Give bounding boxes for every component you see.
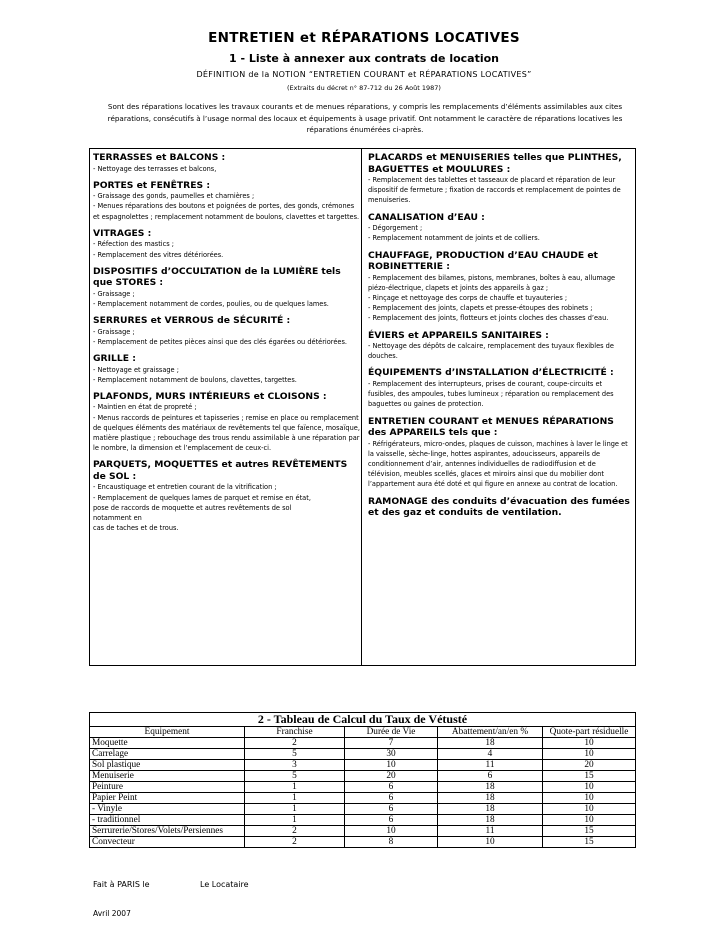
cell-quote-part: 10 [543,793,636,804]
section-body: - Maintien en état de propreté ; - Menus raccords de peintures et tapisseries ; remise en place ou remplacement de quelques éléments des matériaux de revêtements tel que faïence, mosaïque, matière plastique ; rebouchage des trous rendu assimilable à une réparation par le nombre, la dimension et l’emplacement de ceux-ci. [93,403,360,453]
cell-duree: 10 [345,760,438,771]
right-column [368,152,630,525]
header-equipement: Equipement [90,727,245,738]
vetuste-table [89,712,636,848]
cell-abattement: 18 [438,815,543,826]
left-column [93,152,361,539]
cell-abattement: 18 [438,804,543,815]
cell-abattement: 11 [438,760,543,771]
section-chauffage [368,250,630,324]
cell-franchise: 2 [245,837,345,848]
section-portes [93,180,361,222]
cell-abattement: 10 [438,837,543,848]
cell-abattement: 18 [438,782,543,793]
table-row [90,837,636,848]
section-plafonds [93,391,361,454]
decree-reference: (Extraits du décret n° 87-712 du 26 Août 1987) [287,84,441,92]
cell-quote-part: 10 [543,749,636,760]
section-body: - Réfrigérateurs, micro-ondes, plaques de cuisson, machines à laver le linge et la vaisselle, sèche-linge, hottes aspirantes, adoucisseurs, appareils de conditionnement d’air, antennes individuelles de radiodiffusion et de télévision, meubles scellés, glaces et miroirs ainsi que du mobilier dont l’appartement aura été doté et qui figure en annexe au contrat de location. [368,439,628,489]
section-occultation [93,266,361,309]
section-heading: DISPOSITIFS d’OCCULTATION de la LUMIÈRE tels que STORES : [93,265,341,289]
table-row [90,738,636,749]
table-row [90,782,636,793]
page-subtitle: 1 - Liste à annexer aux contrats de location [228,52,500,65]
cell-quote-part: 15 [543,826,636,837]
header-duree: Durée de Vie [345,727,438,738]
cell-duree: 6 [345,782,438,793]
cell-equipement: Peinture [90,782,245,793]
cell-franchise: 3 [245,760,345,771]
header-abattement: Abattement/an/en % [438,727,543,738]
cell-franchise: 1 [245,793,345,804]
page-title: ENTRETIEN et RÉPARATIONS LOCATIVES [208,30,520,46]
table-header-row [90,727,636,738]
table-row [90,815,636,826]
cell-duree: 7 [345,738,438,749]
section-canalisation [368,212,630,244]
cell-duree: 8 [345,837,438,848]
table-row [90,793,636,804]
section-electricite [368,367,630,409]
section-heading: GRILLE : [93,353,136,365]
cell-duree: 6 [345,815,438,826]
section-body: - Remplacement des bilames, pistons, membranes, boîtes à eau, allumage piézo-électrique, clapets et joints des appareils à gaz ; - Rinçage et nettoyage des corps de chauffe et tuyauteries ; - Remplacement des joints, clapets et presse-étoupes des robinets ; - Remplacement des joints, flotteurs et joints cloches des chasses d’eau. [368,273,616,323]
cell-equipement: Serrurerie/Stores/Volets/Persiennes [90,826,245,837]
cell-franchise: 1 [245,782,345,793]
header-franchise: Franchise [245,727,345,738]
cell-duree: 30 [345,749,438,760]
cell-franchise: 2 [245,738,345,749]
cell-duree: 6 [345,804,438,815]
section-heading: PARQUETS, MOQUETTES et autres REVÊTEMENTS de SOL : [93,459,348,482]
section-heading: ENTRETIEN COURANT et MENUES RÉPARATIONS des APPAREILS tels que : [368,415,614,439]
document-date: Avril 2007 [93,909,131,918]
section-heading: PLAFONDS, MURS INTÉRIEURS et CLOISONS : [93,390,327,402]
column-divider [361,148,362,666]
section-heading: VITRAGES : [93,227,152,239]
table-row [90,760,636,771]
signature-tenant: Le Locataire [200,880,249,889]
section-heading: CHAUFFAGE, PRODUCTION d’EAU CHAUDE et ROBINETTERIE : [368,249,598,273]
cell-quote-part: 10 [543,804,636,815]
section-body: - Encaustiquage et entretien courant de la vitrification ; - Remplacement de quelques lames de parquet et remise en état, pose de raccords de moquette et autres revêtements de sol notamment en cas de taches et de trous. [93,483,311,533]
cell-quote-part: 20 [543,760,636,771]
cell-equipement: Moquette [90,738,245,749]
section-heading: TERRASSES et BALCONS : [93,152,226,163]
section-body: - Réfection des mastics ; - Remplacement des vitres détériorées. [93,240,224,259]
intro-paragraph: Sont des réparations locatives les travaux courants et de menues réparations, y compris les remplacements d’éléments assimilables aux cites réparations, consécutifs à l’usage normal des locaux et équipements à usage privatif. Ont notamment le caractère de réparations locatives les réparations énumérées ci-après. [107,102,623,134]
signature-place: Fait à PARIS le [93,880,150,889]
cell-equipement: - traditionnel [90,815,245,826]
section-body: - Nettoyage des dépôts de calcaire, remplacement des tuyaux flexibles de douches. [368,342,614,361]
section-placards [368,152,630,206]
cell-franchise: 2 [245,826,345,837]
cell-franchise: 5 [245,771,345,782]
cell-abattement: 6 [438,771,543,782]
section-serrures [93,315,361,347]
section-body: - Nettoyage et graissage ; - Remplacement notamment de boulons, clavettes, targettes. [93,365,297,384]
section-body: - Graissage des gonds, paumelles et charnières ; - Menues réparations des boutons et poignées de portes, des gonds, crémones et espagnolettes ; remplacement notamment de boulons, clavettes et targettes. [93,192,360,221]
cell-franchise: 5 [245,749,345,760]
cell-franchise: 1 [245,815,345,826]
table-row [90,749,636,760]
cell-duree: 10 [345,826,438,837]
cell-equipement: - Vinyle [90,804,245,815]
table-row [90,804,636,815]
section-heading: PLACARDS et MENUISERIES telles que PLINTHES, BAGUETTES et MOULURES : [368,152,622,175]
section-heading: PORTES et FENÊTRES : [93,179,211,191]
section-heading: SERRURES et VERROUS de SÉCURITÉ : [93,315,291,327]
section-parquets [93,459,361,533]
cell-duree: 20 [345,771,438,782]
table-row [90,771,636,782]
section-body: - Graissage ; - Remplacement de petites pièces ainsi que des clés égarées ou détériorées. [93,327,348,346]
section-heading: ÉVIERS et APPAREILS SANITAIRES : [368,329,549,341]
section-terrasses [93,152,361,174]
header-quote-part: Quote-part résiduelle [543,727,636,738]
cell-abattement: 18 [438,738,543,749]
section-body: - Dégorgement ; - Remplacement notamment de joints et de colliers. [368,224,540,243]
definition-line: DÉFINITION de la NOTION “ENTRETIEN COURANT et RÉPARATIONS LOCATIVES” [196,70,532,79]
section-heading: CANALISATION d’EAU : [368,211,485,223]
cell-equipement: Sol plastique [90,760,245,771]
section-grille [93,353,361,385]
cell-abattement: 4 [438,749,543,760]
cell-franchise: 1 [245,804,345,815]
cell-quote-part: 10 [543,782,636,793]
cell-equipement: Menuiserie [90,771,245,782]
table-title: 2 - Tableau de Calcul du Taux de Vétusté [90,713,636,727]
cell-equipement: Carrelage [90,749,245,760]
cell-quote-part: 15 [543,837,636,848]
section-body: - Nettoyage des terrasses et balcons, [93,164,217,173]
section-vitrages [93,228,361,260]
cell-abattement: 18 [438,793,543,804]
cell-quote-part: 10 [543,738,636,749]
section-ramonage [368,496,630,519]
cell-equipement: Papier Peint [90,793,245,804]
cell-duree: 6 [345,793,438,804]
cell-equipement: Convecteur [90,837,245,848]
section-heading: ÉQUIPEMENTS d’INSTALLATION d’ÉLECTRICITÉ : [368,367,614,379]
section-heading: RAMONAGE des conduits d’évacuation des fumées et des gaz et conduits de ventilation. [368,495,630,519]
table-row [90,826,636,837]
cell-abattement: 11 [438,826,543,837]
cell-quote-part: 10 [543,815,636,826]
section-body: - Remplacement des interrupteurs, prises de courant, coupe-circuits et fusibles, des ampoules, tubes lumineux ; réparation ou remplacement des baguettes ou gaines de protection. [368,379,614,409]
section-appareils [368,416,630,490]
section-eviers [368,330,630,362]
section-body: - Graissage ; - Remplacement notamment de cordes, poulies, ou de quelques lames. [93,289,329,308]
section-body: - Remplacement des tablettes et tasseaux de placard et réparation de leur dispositif de fermeture ; fixation de raccords et remplacement de pointes de menuiseries. [368,176,621,205]
cell-quote-part: 15 [543,771,636,782]
